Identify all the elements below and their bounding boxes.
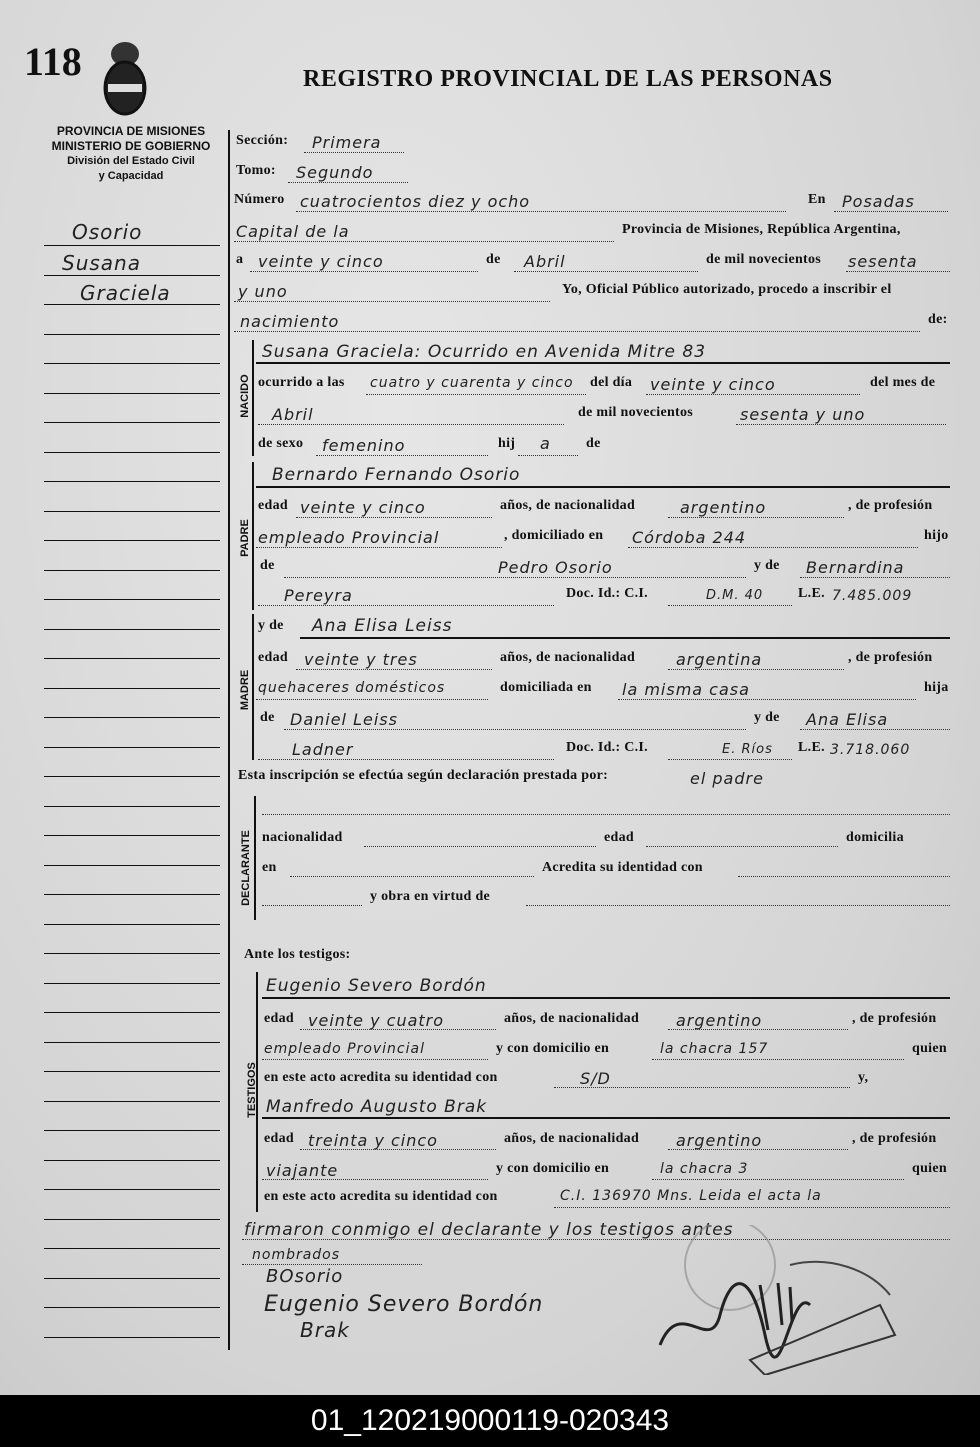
madre-domiciliada-label: domiciliada en [500, 680, 592, 695]
padre-side-label: PADRE [239, 519, 251, 557]
margin-line [44, 393, 220, 394]
t2-profesion-label: , de profesión [852, 1131, 937, 1146]
margin-surname: Osorio [72, 220, 143, 244]
padre-madre-b-value: Pereyra [284, 586, 353, 605]
ocurrido-label: ocurrido a las [258, 375, 345, 390]
margin-line [44, 747, 220, 748]
anio-b-value: y uno [238, 282, 288, 301]
issuer-line-1: PROVINCIA DE MISIONES [56, 124, 206, 138]
margin-line [44, 776, 220, 777]
testigo2-nombre-value: Manfredo Augusto Brak [266, 1097, 488, 1117]
de-label: de [486, 252, 501, 267]
t1-nac-label: años, de nacionalidad [504, 1011, 640, 1026]
mil-novecientos-label: de mil novecientos [706, 252, 822, 267]
margin-line [44, 983, 220, 984]
hora-value: cuatro y cuarenta y cinco [370, 375, 574, 391]
decl-acredita-label: Acredita su identidad con [542, 860, 703, 875]
t1-edad-label: edad [264, 1011, 294, 1026]
dia-nac-value: veinte y cinco [650, 375, 776, 394]
padre-domiciliado-label: , domiciliado en [504, 528, 604, 543]
t2-edad-value: treinta y cinco [308, 1131, 438, 1150]
madre-ci-value: E. Ríos [722, 742, 773, 757]
madre-nac-value: argentina [676, 650, 763, 669]
margin-line [44, 481, 220, 482]
padre-madre-a-value: Bernardina [806, 558, 905, 577]
margin-line [44, 1337, 220, 1338]
de-colon-label: de: [928, 312, 948, 327]
issuer-line-3: División del Estado Civil [67, 155, 195, 167]
madre-madre-b-value: Ladner [292, 740, 354, 759]
margin-line [44, 924, 220, 925]
decl-en-label: en [262, 860, 277, 875]
margin-line [44, 953, 220, 954]
margin-line [44, 452, 220, 453]
decl-edad-label: edad [604, 830, 634, 845]
t1-prof-value: empleado Provincial [264, 1041, 425, 1057]
padre-de-label: de [260, 558, 275, 573]
madre-edad-label: edad [258, 650, 288, 665]
testigo1-nombre-value: Eugenio Severo Bordón [266, 976, 487, 996]
mil-novecientos-2-label: de mil novecientos [578, 405, 694, 420]
coat-of-arms-emblem [100, 40, 150, 120]
anio-a-value: sesenta [848, 252, 918, 271]
margin-line [44, 1012, 220, 1013]
margin-line [44, 806, 220, 807]
margin-line [44, 245, 220, 246]
madre-nac-label: años, de nacionalidad [500, 650, 636, 665]
document-title: REGISTRO PROVINCIAL DE LAS PERSONAS [303, 66, 833, 92]
madre-dom-value: la misma casa [622, 680, 750, 699]
t1-edad-value: veinte y cuatro [308, 1011, 445, 1030]
madre-madre-a-value: Ana Elisa [806, 710, 889, 729]
padre-le-label: L.E. [798, 586, 825, 601]
t2-id-value: C.I. 136970 Mns. Leida el acta la [560, 1188, 822, 1204]
t1-nac-value: argentino [676, 1011, 763, 1030]
seccion-label: Sección: [236, 133, 289, 148]
margin-line [44, 629, 220, 630]
en-value: Posadas [842, 192, 915, 211]
madre-side-label: MADRE [239, 669, 251, 711]
padre-nombre-value: Bernardo Fernando Osorio [272, 465, 521, 485]
margin-line [44, 1248, 220, 1249]
nacido-nombre-value: Susana Graciela: Ocurrido en Avenida Mitre 83 [262, 342, 707, 362]
numero-value: cuatrocientos diez y ocho [300, 192, 531, 211]
provincia-label: Provincia de Misiones, República Argentina, [622, 222, 901, 237]
del-mes-label: del mes de [870, 375, 936, 390]
margin-line [44, 363, 220, 364]
hij-suffix-value: a [540, 434, 551, 453]
seccion-value: Primera [312, 133, 382, 152]
padre-le-value: 7.485.009 [832, 588, 913, 604]
margin-line [44, 422, 220, 423]
margin-line [44, 511, 220, 512]
madre-y-de-2-label: y de [754, 710, 780, 725]
padre-padre-value: Pedro Osorio [498, 558, 613, 577]
margin-line [44, 865, 220, 866]
ante-testigos-label: Ante los testigos: [244, 947, 351, 962]
margin-line [44, 1189, 220, 1190]
nacido-side-label: NACIDO [239, 374, 251, 418]
hij-label: hij [498, 436, 516, 451]
testigos-side-label: TESTIGOS [246, 1062, 258, 1118]
declarante-side-label: DECLARANTE [240, 830, 252, 906]
padre-profesion-label: , de profesión [848, 498, 933, 513]
padre-dom-value: Córdoba 244 [632, 528, 747, 547]
sexo-label: de sexo [258, 436, 304, 451]
margin-line [44, 688, 220, 689]
t2-quien-label: quien [912, 1161, 947, 1176]
padre-hijo-label: hijo [924, 528, 949, 543]
padre-prof-value: empleado Provincial [258, 528, 440, 547]
margin-line [44, 1307, 220, 1308]
t1-profesion-label: , de profesión [852, 1011, 937, 1026]
issuer-line-4: y Capacidad [98, 170, 164, 182]
signature-3: Brak [300, 1318, 350, 1342]
decl-domicilio-label: domicilia [846, 830, 904, 845]
de-2-label: de [586, 436, 601, 451]
t2-acredita-label: en este acto acredita su identidad con [264, 1189, 498, 1204]
footer-image-id: 01_120219000119-020343 [0, 1395, 980, 1447]
t2-nac-label: años, de nacionalidad [504, 1131, 640, 1146]
decl-nacionalidad-label: nacionalidad [262, 830, 343, 845]
t2-prof-value: viajante [266, 1161, 339, 1180]
padre-doc-label: Doc. Id.: C.I. [566, 586, 648, 601]
anio-nac-value: sesenta y uno [740, 405, 866, 424]
margin-line [44, 658, 220, 659]
declaracion-label: Esta inscripción se efectúa según declaración prestada por: [238, 768, 609, 783]
margin-line [44, 570, 220, 571]
madre-padre-value: Daniel Leiss [290, 710, 398, 729]
del-dia-label: del día [590, 375, 633, 390]
padre-ci-value: D.M. 40 [706, 588, 764, 603]
margin-line [44, 894, 220, 895]
decl-obra-label: y obra en virtud de [370, 889, 491, 904]
madre-le-label: L.E. [798, 740, 825, 755]
t2-dom-value: la chacra 3 [660, 1161, 749, 1177]
madre-le-value: 3.718.060 [830, 742, 911, 758]
margin-line [44, 717, 220, 718]
padre-edad-label: edad [258, 498, 288, 513]
yo-oficial-label: Yo, Oficial Público autorizado, procedo a inscribir el [562, 282, 892, 297]
madre-edad-value: veinte y tres [304, 650, 418, 669]
page-number: 118 [24, 39, 82, 84]
margin-line [44, 1278, 220, 1279]
padre-nac-label: años, de nacionalidad [500, 498, 636, 513]
declarante-value: el padre [690, 769, 764, 788]
margin-line [44, 835, 220, 836]
margin-middle-name: Graciela [80, 281, 171, 305]
t1-dom-value: la chacra 157 [660, 1041, 769, 1057]
main-divider [228, 130, 230, 1350]
margin-line [44, 599, 220, 600]
tomo-label: Tomo: [236, 163, 276, 178]
dia-value: veinte y cinco [258, 252, 384, 271]
margin-line [44, 1160, 220, 1161]
madre-nombre-value: Ana Elisa Leiss [312, 616, 453, 636]
margin-line [44, 1101, 220, 1102]
tomo-value: Segundo [296, 163, 374, 182]
margin-line [44, 1042, 220, 1043]
t1-quien-label: quien [912, 1041, 947, 1056]
padre-y-de-label: y de [754, 558, 780, 573]
madre-de-label: de [260, 710, 275, 725]
padre-edad-value: veinte y cinco [300, 498, 426, 517]
margin-line [44, 1219, 220, 1220]
t2-domicilio-label: y con domicilio en [496, 1161, 610, 1176]
padre-nac-value: argentino [680, 498, 767, 517]
madre-hija-label: hija [924, 680, 949, 695]
madre-prof-value: quehaceres domésticos [258, 680, 446, 696]
margin-first-name: Susana [62, 251, 141, 275]
signature-1: BOsorio [266, 1266, 344, 1287]
madre-y-de-label: y de [258, 618, 284, 633]
margin-line [44, 334, 220, 335]
en-label: En [808, 192, 826, 207]
madre-doc-label: Doc. Id.: C.I. [566, 740, 648, 755]
sexo-value: femenino [322, 436, 406, 455]
margin-line [44, 540, 220, 541]
acto-value: nacimiento [240, 312, 340, 331]
capital-value: Capital de la [236, 222, 350, 241]
t1-y-label: y, [858, 1070, 869, 1085]
t2-nac-value: argentino [676, 1131, 763, 1150]
t2-edad-label: edad [264, 1131, 294, 1146]
margin-line [44, 1130, 220, 1131]
margin-line [44, 275, 220, 276]
a-label: a [236, 252, 244, 267]
issuer-block [40, 124, 222, 184]
cierre-line-1: firmaron conmigo el declarante y los testigos antes [244, 1220, 734, 1240]
official-signature-stamp [640, 1225, 910, 1375]
cierre-line-2: nombrados [252, 1247, 341, 1263]
t1-id-value: S/D [580, 1069, 611, 1088]
madre-profesion-label: , de profesión [848, 650, 933, 665]
margin-line [44, 1071, 220, 1072]
t1-domicilio-label: y con domicilio en [496, 1041, 610, 1056]
mes-value: Abril [524, 252, 566, 271]
t1-acredita-label: en este acto acredita su identidad con [264, 1070, 498, 1085]
issuer-line-2: MINISTERIO DE GOBIERNO [51, 139, 211, 153]
mes-nac-value: Abril [272, 405, 314, 424]
numero-label: Número [234, 192, 285, 207]
signature-2: Eugenio Severo Bordón [264, 1292, 544, 1317]
